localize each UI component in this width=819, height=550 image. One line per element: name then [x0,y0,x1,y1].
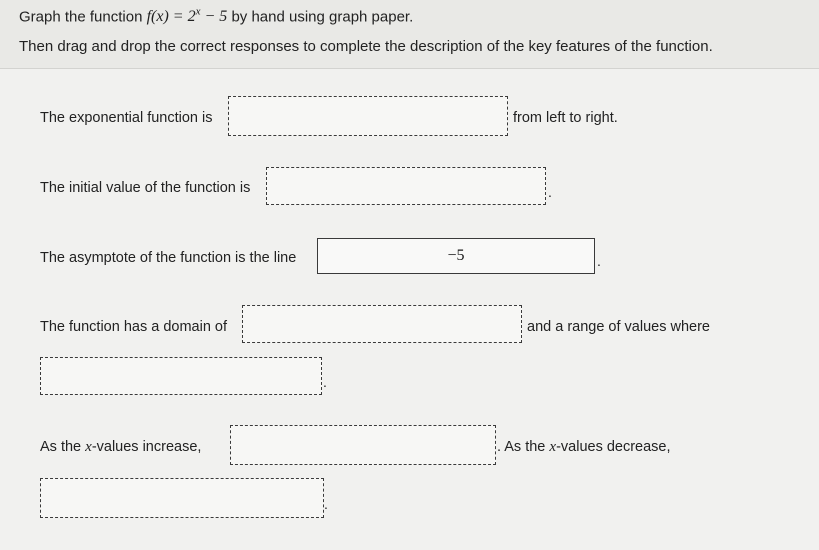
drop-zone-x-increase[interactable] [230,425,496,465]
drop-zone-range[interactable] [40,357,322,395]
function-expression: $f(x) = 2^x - 5$ [146,6,228,26]
statement-5-after: . As the x-values decrease, [497,439,671,455]
statement-3-prefix: The asymptote of the function is the line [40,250,297,266]
instruction-line-1 [19,6,413,26]
statement-1-suffix: from left to right. [513,110,618,126]
drop-zone-x-decrease[interactable] [40,478,324,518]
statement-5-prefix: As the x-values increase, [40,439,202,455]
asymptote-value[interactable]: −5 [447,247,465,264]
variable-x-2: x [549,439,557,455]
statement-4-prefix: The function has a domain of [40,319,228,335]
instruction-line-2: Then drag and drop the correct responses to complete the description of the key features of the function. [19,38,713,55]
variable-x: x [85,439,92,455]
statement-4-suffix: and a range of values where [527,319,710,335]
drop-zone-domain[interactable] [242,305,522,343]
statement-3-period: . [597,253,601,269]
statement-1-prefix: The exponential function is [40,110,213,126]
statement-6-period: . [324,496,328,512]
statement-2-period: . [548,184,552,200]
drop-zone-direction[interactable] [228,96,508,136]
drop-zone-asymptote[interactable] [317,238,595,274]
statement-2-prefix: The initial value of the function is [40,180,251,196]
drop-zone-initial-value[interactable] [266,167,546,205]
instruction-suffix: by hand using graph paper. [227,8,414,26]
statement-4-period: . [323,374,327,390]
instruction-prefix: Graph the function [19,8,147,26]
